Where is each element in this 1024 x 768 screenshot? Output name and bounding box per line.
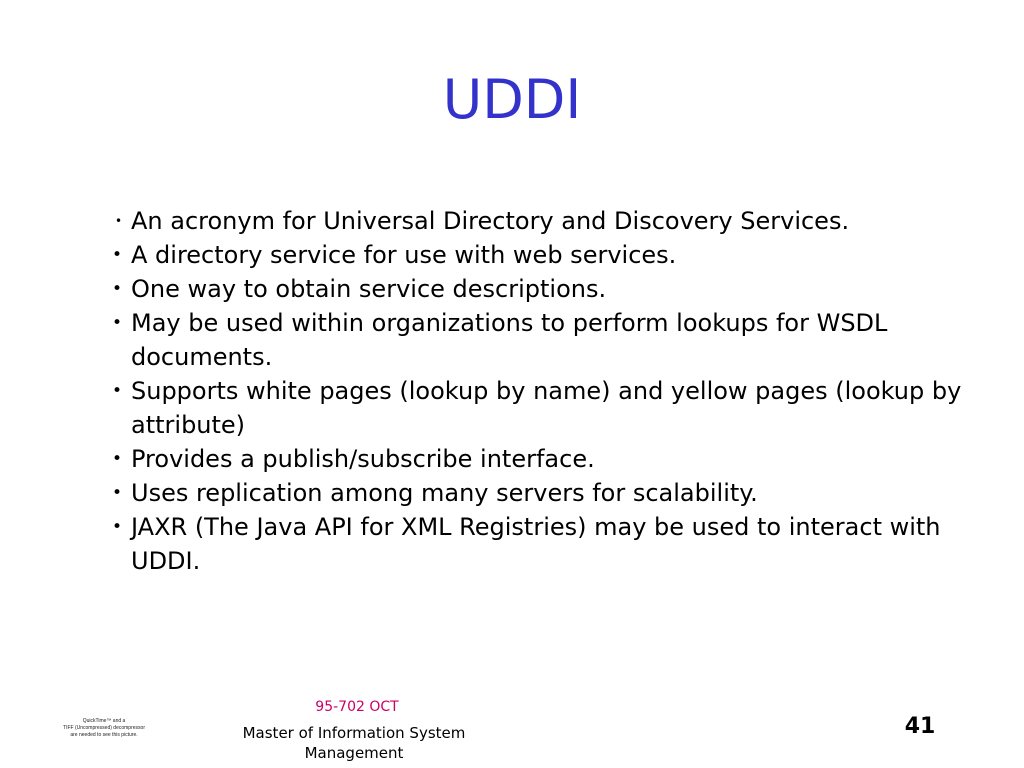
bullet-text: An acronym for Universal Directory and Discovery Services. <box>131 207 850 235</box>
bullet-text: Provides a publish/subscribe interface. <box>131 445 595 473</box>
bullet-dot-icon: • <box>112 245 123 265</box>
placeholder-text: are needed to see this picture. <box>70 732 138 738</box>
bullet-item <box>112 510 1002 578</box>
bullet-text: One way to obtain service descriptions. <box>131 275 607 303</box>
bullet-text: May be used within organizations to perform lookups for WSDL documents. <box>131 309 888 371</box>
bullet-dot-icon: • <box>112 449 123 469</box>
placeholder-text: QuickTime™ and a <box>82 718 126 724</box>
bullet-text: Supports white pages (lookup by name) and yellow pages (lookup by attribute) <box>131 377 962 439</box>
bullet-item <box>112 374 1002 442</box>
course-code: 95-702 OCT <box>315 699 399 715</box>
program-name: Master of Information System Management <box>242 724 466 762</box>
bullet-dot-icon: • <box>112 483 123 503</box>
bullet-text: JAXR (The Java API for XML Registries) may be used to interact with UDDI. <box>131 513 941 575</box>
bullet-item <box>112 442 1002 476</box>
bullet-dot-icon: • <box>115 214 123 228</box>
bullet-dot-icon: • <box>112 517 123 537</box>
slide-title: UDDI <box>442 68 582 131</box>
placeholder-text: TIFF (Uncompressed) decompressor <box>63 725 145 731</box>
bullet-list <box>112 204 1002 578</box>
bullet-text: Uses replication among many servers for scalability. <box>131 479 758 507</box>
bullet-item <box>112 238 1002 272</box>
bullet-dot-icon: • <box>112 381 123 401</box>
bullet-dot-icon: • <box>112 313 123 333</box>
bullet-text: A directory service for use with web services. <box>131 241 677 269</box>
bullet-item <box>112 204 1002 238</box>
missing-image-placeholder <box>42 718 166 740</box>
bullet-item <box>112 476 1002 510</box>
bullet-dot-icon: • <box>112 279 123 299</box>
bullet-item <box>112 272 1002 306</box>
slide-number: 41 <box>904 714 936 739</box>
bullet-item <box>112 306 1002 374</box>
